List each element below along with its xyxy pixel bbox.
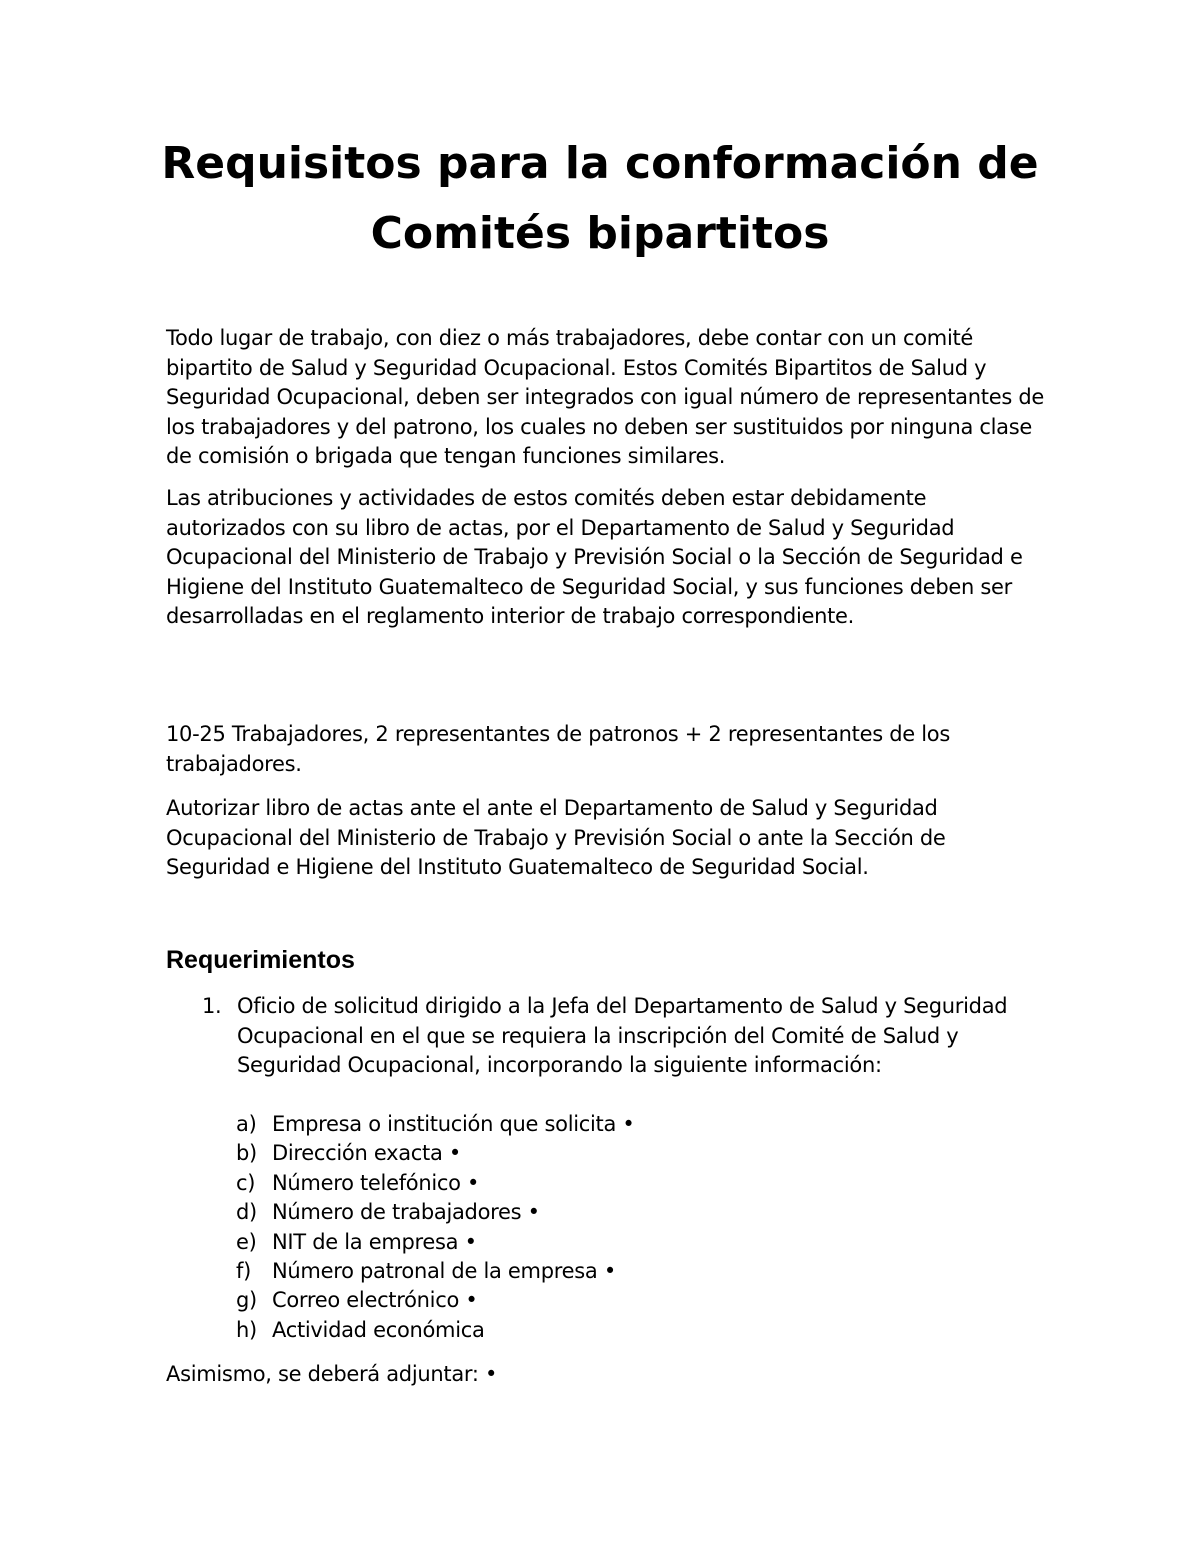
paragraph-autorizar: Autorizar libro de actas ante el ante el Departamento de Salud y Seguridad Ocupacional del Ministerio de Trabajo y Previsión Social o ante la Sección de Seguridad e Higiene del Instituto Guatemalteco de Seguridad Social. — [166, 796, 946, 880]
paragraph-atribuciones: Las atribuciones y actividades de estos comités deben estar debidamente autorizados con su libro de actas, por el Departamento de Salud y Seguridad Ocupacional del Ministerio de Trabajo y Previsión Social o la Sección de Seguridad e Higiene del Instituto Guatemalteco de Seguridad Social, y sus funciones deben ser desarrolladas en el reglamento interior de trabajo correspondiente. — [166, 486, 1023, 629]
sub-item-list — [236, 1110, 936, 1345]
list-item-text: Actividad económica — [272, 1317, 485, 1342]
list-letter: a) — [236, 1112, 257, 1136]
list-item-text: Número de trabajadores • — [272, 1200, 540, 1225]
list-item-text: NIT de la empresa • — [272, 1229, 477, 1254]
document-title-line-1: Requisitos para la conformación de — [161, 138, 1039, 189]
list-item-text: Número patronal de la empresa • — [272, 1258, 616, 1283]
list-item-text: Correo electrónico • — [272, 1288, 478, 1313]
list-item-text: Empresa o institución que solicita • — [272, 1112, 635, 1136]
closing-text: Asimismo, se deberá adjuntar: • — [166, 1362, 498, 1386]
list-item — [236, 1257, 936, 1286]
list-letter: d) — [236, 1200, 257, 1225]
list-item-text: Oficio de solicitud dirigido a la Jefa del Departamento de Salud y Seguridad Ocupacional en el que se requiera la inscripción del Comité de Salud y Seguridad Ocupacional, incorporando la siguiente información: — [237, 994, 1008, 1078]
list-item — [236, 1169, 936, 1198]
list-letter: b) — [236, 1141, 257, 1166]
list-item-text: Número telefónico • — [272, 1170, 480, 1195]
list-item — [236, 1228, 936, 1257]
list-letter: c) — [236, 1170, 256, 1195]
list-item — [236, 1110, 936, 1139]
list-letter: h) — [236, 1317, 257, 1342]
section-heading-requerimientos: Requerimientos — [166, 946, 355, 974]
list-item — [236, 1198, 936, 1227]
list-letter: g) — [236, 1288, 257, 1313]
list-item — [236, 1139, 936, 1168]
paragraph-representantes: 10-25 Trabajadores, 2 representantes de patronos + 2 representantes de los trabajadores. — [166, 722, 950, 776]
list-item — [236, 1286, 936, 1315]
list-item — [236, 1316, 936, 1345]
list-item-text: Dirección exacta • — [272, 1141, 462, 1166]
list-letter: f) — [236, 1258, 251, 1283]
list-number: 1. — [202, 994, 222, 1018]
document-title-line-2: Comités bipartitos — [370, 208, 830, 259]
paragraph-intro: Todo lugar de trabajo, con diez o más trabajadores, debe contar con un comité bipartito de Salud y Seguridad Ocupacional. Estos Comités Bipartitos de Salud y Seguridad Ocupacional, deben ser integrados con igual número de representantes de los trabajadores y del patrono, los cuales no deben ser sustituidos por ninguna clase de comisión o brigada que tengan funciones similares. — [166, 326, 1044, 469]
list-letter: e) — [236, 1229, 257, 1254]
